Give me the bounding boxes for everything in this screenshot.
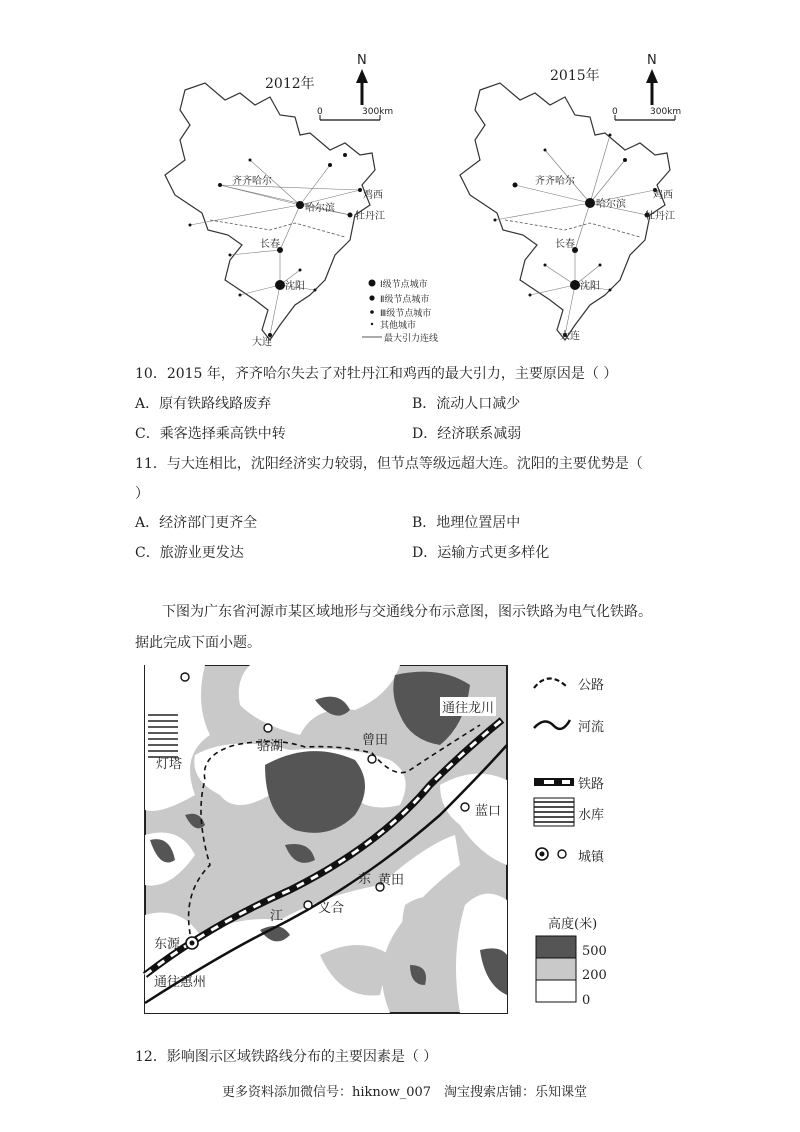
city-dalian: 大连 bbox=[252, 337, 272, 348]
city-qiqihaer: 齐齐哈尔 bbox=[232, 176, 272, 187]
terrain-map-graphic bbox=[140, 665, 510, 1015]
place-dong: 东 bbox=[358, 872, 372, 887]
city-mudanjiang: 牡丹江 bbox=[355, 211, 385, 222]
year-label: 2015年 bbox=[550, 68, 600, 84]
city-haerbin: 哈尔滨 bbox=[596, 199, 626, 210]
place-yihe: 义合 bbox=[318, 901, 345, 916]
q10-option-b[interactable]: B．流动人口减少 bbox=[412, 396, 521, 412]
place-lankou: 蓝口 bbox=[475, 804, 502, 819]
q10-stem: 10．2015 年，齐齐哈尔失去了对牡丹江和鸡西的最大引力，主要原因是（ ） bbox=[135, 366, 618, 382]
north-label: N bbox=[357, 53, 367, 68]
q11-option-d[interactable]: D．运输方式更多样化 bbox=[412, 545, 550, 561]
legend-h0: 0 bbox=[582, 993, 591, 1008]
legend-road: 公路 bbox=[578, 678, 605, 693]
map-2015-graphic bbox=[425, 55, 705, 355]
place-zengtian: 曾田 bbox=[362, 733, 389, 748]
q11-option-c[interactable]: C．旅游业更发达 bbox=[135, 545, 244, 561]
legend-h200: 200 bbox=[582, 968, 607, 983]
place-huizhou: 通往惠州 bbox=[154, 975, 207, 990]
place-luohu: 骆湖 bbox=[257, 739, 284, 754]
legend-height-title: 高度(米) bbox=[548, 917, 598, 932]
terrain-legend bbox=[530, 668, 650, 1013]
legend-reservoir: 水库 bbox=[578, 808, 605, 823]
place-dengta: 灯塔 bbox=[156, 757, 183, 772]
q11-option-b[interactable]: B．地理位置居中 bbox=[412, 515, 521, 531]
city-jixi: 鸡西 bbox=[363, 190, 383, 201]
q11-stem-close: ） bbox=[135, 486, 149, 502]
legend-river: 河流 bbox=[578, 720, 605, 735]
place-longchuan: 通往龙川 bbox=[440, 697, 496, 716]
scale-zero: 0 bbox=[317, 107, 323, 117]
city-dalian: 大连 bbox=[560, 331, 580, 342]
scale-max: 300km bbox=[650, 107, 682, 117]
q10-option-a[interactable]: A．原有铁路线路废弃 bbox=[135, 396, 272, 412]
q11-option-a[interactable]: A．经济部门更齐全 bbox=[135, 515, 258, 531]
legend-level1: Ⅰ级节点城市 bbox=[380, 280, 428, 290]
footer-text: 更多资料添加微信号：hiknow_007 淘宝搜索店铺：乐知课堂 bbox=[222, 1085, 588, 1100]
place-huangtian: 黄田 bbox=[378, 873, 405, 888]
north-label: N bbox=[647, 53, 657, 68]
place-jiang: 江 bbox=[270, 909, 284, 924]
city-shenyang: 沈阳 bbox=[580, 281, 600, 292]
legend-level2: Ⅱ级节点城市 bbox=[380, 295, 430, 305]
map-2012 bbox=[130, 53, 439, 355]
year-label: 2012年 bbox=[265, 76, 315, 92]
q10-option-c[interactable]: C．乘客选择乘高铁中转 bbox=[135, 426, 286, 442]
map-2015 bbox=[425, 55, 705, 355]
intro-line1: 下图为广东省河源市某区域地形与交通线分布示意图，图示铁路为电气化铁路。 bbox=[162, 604, 652, 620]
scale-zero: 0 bbox=[612, 107, 618, 117]
terrain-map bbox=[140, 665, 510, 1015]
q11-stem: 11．与大连相比，沈阳经济实力较弱，但节点等级远超大连。沈阳的主要优势是（ bbox=[135, 456, 643, 472]
legend-town: 城镇 bbox=[578, 850, 605, 865]
city-haerbin: 哈尔滨 bbox=[305, 203, 335, 214]
intro-line2: 据此完成下面小题。 bbox=[135, 635, 261, 651]
legend-other: 其他城市 bbox=[380, 321, 417, 331]
legend-level3: Ⅲ级节点城市 bbox=[380, 309, 432, 319]
city-mudanjiang: 牡丹江 bbox=[645, 211, 675, 222]
q12-stem: 12．影响图示区域铁路线分布的主要因素是（ ） bbox=[135, 1049, 438, 1065]
city-changchun: 长春 bbox=[555, 239, 575, 250]
legend-h500: 500 bbox=[582, 944, 607, 959]
city-jixi: 鸡西 bbox=[653, 190, 673, 201]
legend-link: 最大引力连线 bbox=[384, 334, 439, 344]
city-shenyang: 沈阳 bbox=[285, 281, 305, 292]
city-changchun: 长春 bbox=[260, 239, 280, 250]
place-dongyuan: 东源 bbox=[154, 937, 181, 952]
scale-max: 300km bbox=[362, 107, 394, 117]
q10-option-d[interactable]: D．经济联系减弱 bbox=[412, 426, 522, 442]
legend-rail: 铁路 bbox=[578, 777, 605, 792]
city-qiqihaer: 齐齐哈尔 bbox=[535, 176, 575, 187]
